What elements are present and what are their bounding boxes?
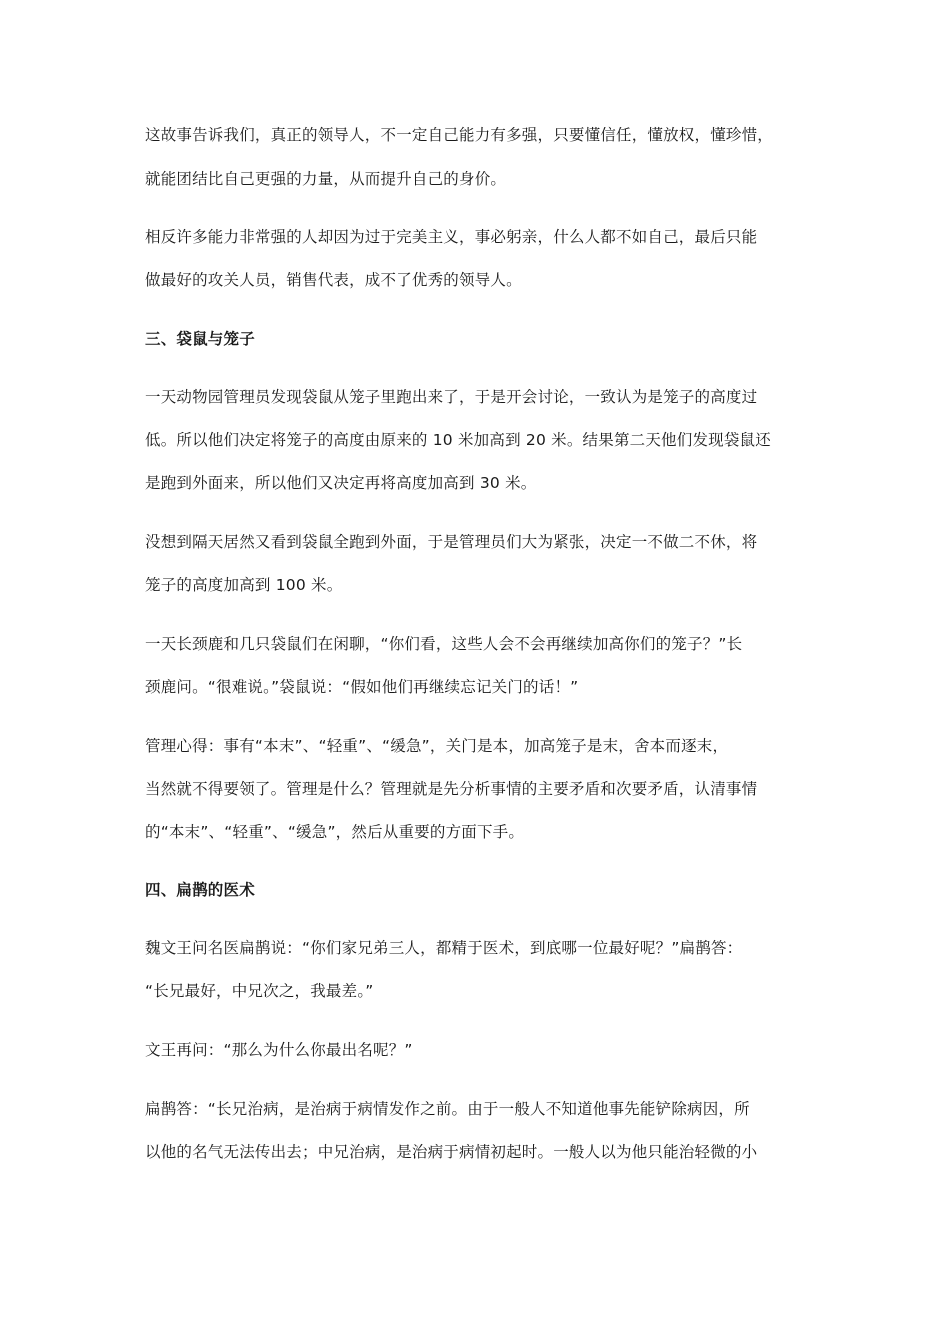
paragraph-line: 做最好的攻关人员，销售代表，成不了优秀的领导人。 [145, 271, 522, 289]
paragraph-line: 扁鹊答：“长兄治病，是治病于病情发作之前。由于一般人不知道他事先能铲除病因，所 [145, 1100, 750, 1118]
paragraph-line: “长兄最好，中兄次之，我最差。” [145, 982, 374, 1000]
paragraph-line: 魏文王问名医扁鹊说：“你们家兄弟三人，都精于医术，到底哪一位最好呢？”扁鹊答： [145, 939, 743, 957]
section-heading-3: 三、袋鼠与笼子 [145, 330, 255, 348]
paragraph-line: 这故事告诉我们，真正的领导人，不一定自己能力有多强，只要懂信任，懂放权，懂珍惜， [145, 126, 774, 144]
paragraph-line: 没想到隔天居然又看到袋鼠全跑到外面，于是管理员们大为紧张，决定一不做二不休，将 [145, 533, 758, 551]
paragraph-line: 是跑到外面来，所以他们又决定再将高度加高到 30 米。 [145, 474, 537, 492]
section-heading-4: 四、扁鹊的医术 [145, 881, 255, 899]
paragraph-line: 相反许多能力非常强的人却因为过于完美主义，事必躬亲，什么人都不如自己，最后只能 [145, 228, 758, 246]
paragraph-line: 管理心得：事有“本末”、“轻重”、“缓急”，关门是本，加高笼子是末，舍本而逐末， [145, 737, 729, 755]
paragraph-line: 文王再问：“那么为什么你最出名呢？” [145, 1041, 413, 1059]
paragraph-line: 当然就不得要领了。管理是什么？管理就是先分析事情的主要矛盾和次要矛盾，认清事情 [145, 780, 758, 798]
paragraph-line: 一天动物园管理员发现袋鼠从笼子里跑出来了，于是开会讨论，一致认为是笼子的高度过 [145, 388, 758, 406]
paragraph-line: 就能团结比自己更强的力量，从而提升自己的身价。 [145, 170, 507, 188]
paragraph-line: 颈鹿问。“很难说。”袋鼠说：“假如他们再继续忘记关门的话！” [145, 678, 579, 696]
paragraph-line: 低。所以他们决定将笼子的高度由原来的 10 米加高到 20 米。结果第二天他们发现袋鼠还 [145, 431, 771, 449]
paragraph-line: 笼子的高度加高到 100 米。 [145, 576, 343, 594]
paragraph-line: 的“本末”、“轻重”、“缓急”，然后从重要的方面下手。 [145, 823, 525, 841]
paragraph-line: 一天长颈鹿和几只袋鼠们在闲聊，“你们看，这些人会不会再继续加高你们的笼子？”长 [145, 635, 743, 653]
paragraph-line: 以他的名气无法传出去；中兄治病，是治病于病情初起时。一般人以为他只能治轻微的小 [145, 1143, 758, 1161]
